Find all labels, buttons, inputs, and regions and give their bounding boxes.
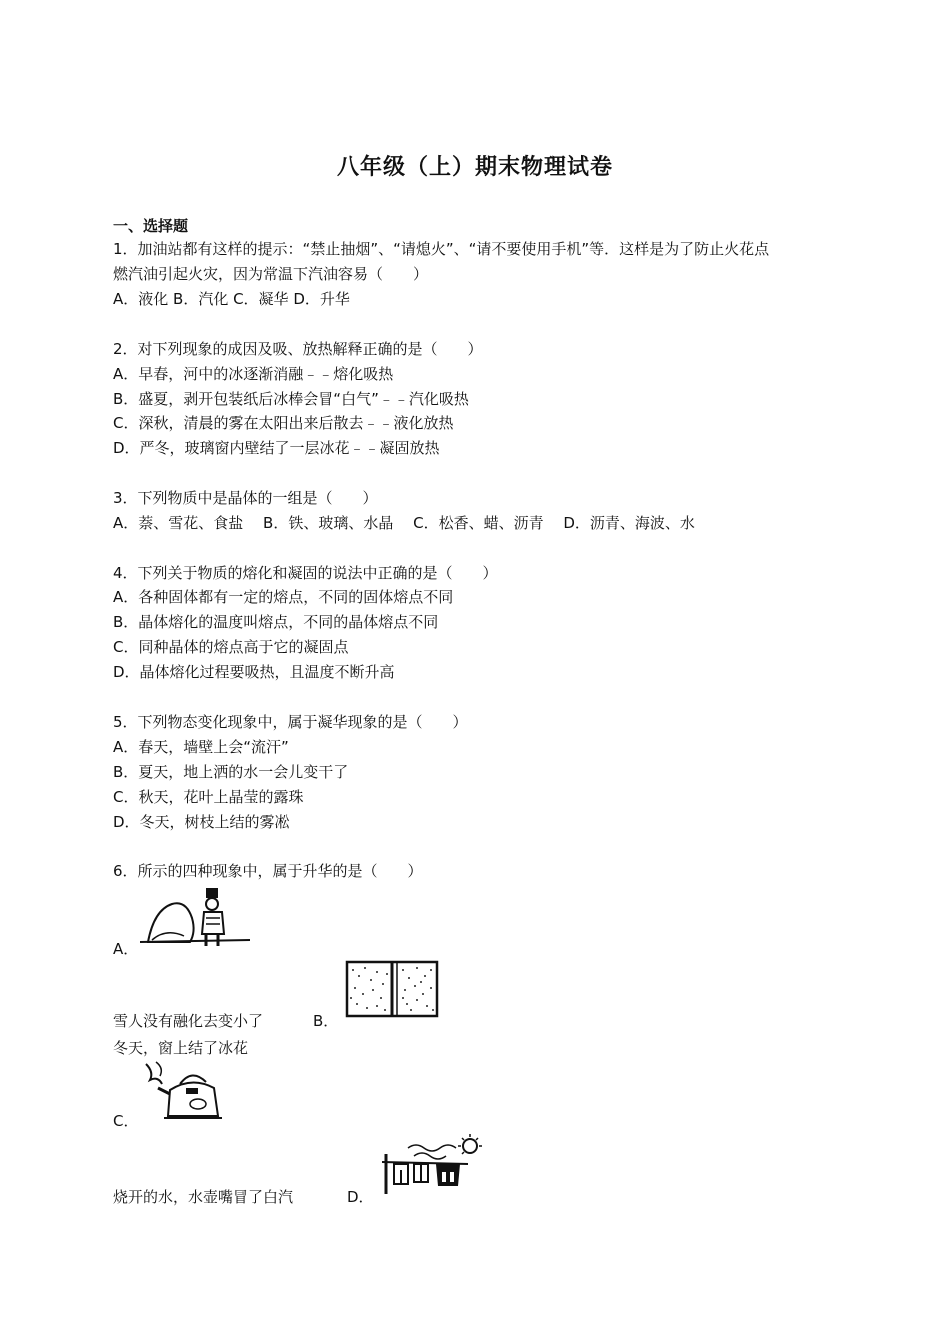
q1-stem-line2: 燃汽油引起火灾，因为常温下汽油容易（ ） <box>113 265 429 283</box>
q1-options: A．液化 B．汽化 C．凝华 D．升华 <box>113 290 350 308</box>
q2-option-b: B．盛夏，剥开包装纸后冰棒会冒“白气”﹣﹣汽化吸热 <box>113 390 469 408</box>
window-frost-illustration <box>345 960 440 1020</box>
kettle-illustration <box>140 1058 225 1122</box>
q4-option-d: D．晶体熔化过程要吸热，且温度不断升高 <box>113 663 395 681</box>
q5-option-c: C．秋天，花叶上晶莹的露珠 <box>113 788 304 806</box>
q6-option-c-letter: C． <box>113 1112 139 1130</box>
q6-option-d-letter: D． <box>347 1188 374 1206</box>
q6-stem: 6．所示的四种现象中，属于升华的是（ ） <box>113 862 423 880</box>
page-title: 八年级（上）期末物理试卷 <box>336 155 613 180</box>
q4-option-b: B．晶体熔化的温度叫熔点，不同的晶体熔点不同 <box>113 613 439 631</box>
laundry-drying-illustration <box>378 1134 483 1196</box>
snowman-illustration <box>140 884 250 950</box>
q4-option-c: C．同种晶体的熔点高于它的凝固点 <box>113 638 349 656</box>
q5-stem: 5．下列物态变化现象中，属于凝华现象的是（ ） <box>113 713 468 731</box>
q3-stem: 3．下列物质中是晶体的一组是（ ） <box>113 489 378 507</box>
q5-option-b: B．夏天，地上洒的水一会儿变干了 <box>113 763 349 781</box>
q2-option-d: D．严冬，玻璃窗内壁结了一层冰花﹣﹣凝固放热 <box>113 439 440 457</box>
q3-options: A．萘、雪花、食盐 B．铁、玻璃、水晶 C．松香、蜡、沥青 D．沥青、海波、水 <box>113 514 695 532</box>
q6-option-b-caption: 冬天，窗上结了冰花 <box>113 1039 249 1057</box>
q2-option-c: C．深秋，清晨的雾在太阳出来后散去﹣﹣液化放热 <box>113 414 454 432</box>
q4-stem: 4．下列关于物质的熔化和凝固的说法中正确的是（ ） <box>113 564 498 582</box>
q2-stem: 2．对下列现象的成因及吸、放热解释正确的是（ ） <box>113 340 483 358</box>
q1-stem-line1: 1．加油站都有这样的提示：“禁止抽烟”、“请熄火”、“请不要使用手机”等．这样是为了防止火花点 <box>113 240 770 258</box>
q6-option-a-caption: 雪人没有融化去变小了 <box>113 1012 264 1030</box>
q6-option-b-letter: B． <box>313 1012 339 1030</box>
q4-option-a: A．各种固体都有一定的熔点，不同的固体熔点不同 <box>113 588 454 606</box>
q2-option-a: A．早春，河中的冰逐渐消融﹣﹣熔化吸热 <box>113 365 394 383</box>
q5-option-a: A．春天，墙壁上会“流汗” <box>113 738 289 756</box>
q6-option-c-caption: 烧开的水，水壶嘴冒了白汽 <box>113 1188 294 1206</box>
q5-option-d: D．冬天，树枝上结的雾凇 <box>113 813 290 831</box>
section-heading: 一、选择题 <box>113 217 189 235</box>
q6-option-a-letter: A． <box>113 940 139 958</box>
